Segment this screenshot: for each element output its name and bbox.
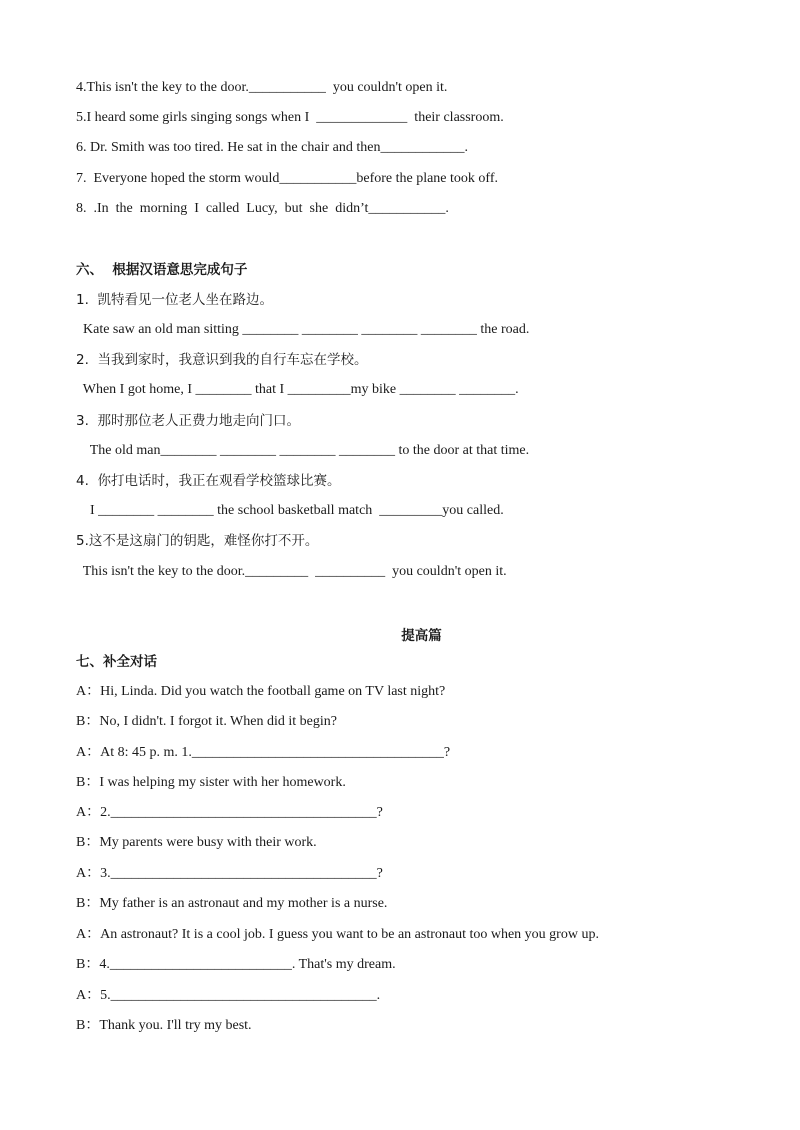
item-4-chinese: 4. 你打电话时，我正在观看学校篮球比赛。 [76,473,341,489]
dialogue-line: B：Thank you. I'll try my best. [76,1018,252,1033]
dialogue-line: A：An astronaut? It is a cool job. I guess you want to be an astronaut too when you grow up. [76,927,599,942]
dialogue-line: A：3.______________________________________? [76,866,383,881]
dialogue-line: B：No, I didn't. I forgot it. When did it begin? [76,714,337,729]
item-1-english: Kate saw an old man sitting ________ ________ ________ ________ the road. [76,322,530,337]
section-title: 提高篇 [401,628,442,644]
dialogue-line: A：Hi, Linda. Did you watch the football game on TV last night? [76,684,446,699]
question-5: 5.I heard some girls singing songs when I _____________ their classroom. [76,110,504,125]
dialogue-line: A：5.______________________________________. [76,988,381,1003]
item-4-english: I ________ ________ the school basketball match _________you called. [76,503,504,518]
dialogue-line: B：4.__________________________. That's my dream. [76,957,396,972]
item-1-chinese: 1. 凯特看见一位老人坐在路边。 [76,292,273,308]
dialogue-line: B：My father is an astronaut and my mother is a nurse. [76,896,388,911]
question-7: 7. Everyone hoped the storm would___________before the plane took off. [76,171,498,186]
section-6-heading: 六、 根据汉语意思完成句子 [76,262,248,278]
dialogue-line: B：My parents were busy with their work. [76,835,317,850]
item-3-english: The old man________ ________ ________ ________ to the door at that time. [76,443,530,458]
question-8: 8. .In the morning I called Lucy, but she didn’t___________. [76,201,449,216]
question-4: 4.This isn't the key to the door.___________ you couldn't open it. [76,80,448,95]
section-7-heading: 七、补全对话 [76,654,157,670]
question-6: 6. Dr. Smith was too tired. He sat in the chair and then____________. [76,140,468,155]
item-5-english: This isn't the key to the door._________ __________ you couldn't open it. [76,564,507,579]
dialogue-line: A：2.______________________________________? [76,805,383,820]
item-3-chinese: 3. 那时那位老人正费力地走向门口。 [76,413,300,429]
dialogue-line: A：At 8: 45 p. m. 1.____________________________________? [76,745,451,760]
dialogue-line: B：I was helping my sister with her homework. [76,775,346,790]
item-2-chinese: 2. 当我到家时，我意识到我的自行车忘在学校。 [76,352,368,368]
item-5-chinese: 5.这不是这扇门的钥匙，难怪你打不开。 [76,533,319,549]
item-2-english: When I got home, I ________ that I _________my bike ________ ________. [76,382,519,397]
